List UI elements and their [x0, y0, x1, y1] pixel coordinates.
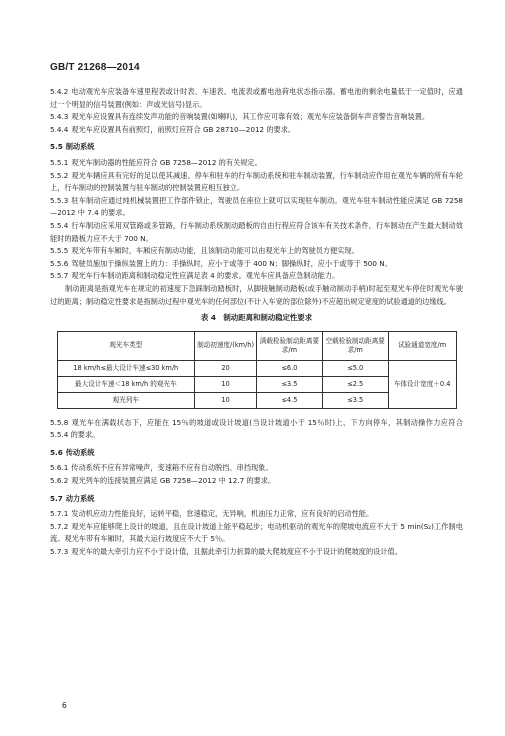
clause-5-4-2	[50, 86, 463, 111]
document-body	[50, 86, 463, 559]
section-title: 传动系统	[65, 447, 95, 457]
clause-number: 5.7.3	[50, 547, 69, 557]
clause-text: 传动系统不应有异常噪声，变速箱不应有自动脱挡、串挡现象。	[71, 463, 273, 473]
section-number: 5.7	[50, 493, 63, 503]
clause-text: 观光车的最大牵引力应不小于设计值，且据此牵引力折算的最大爬坡度应不小于设计的爬坡度的设计值。	[71, 547, 402, 557]
header-vehicle-type: 观光车类型	[57, 331, 195, 360]
clause-number: 5.7.1	[50, 509, 69, 519]
clause-5-6-2	[50, 475, 463, 488]
header-empty-load-distance: 空载检验制动距离要求/m	[322, 331, 388, 360]
table-cell: ≤2.5	[322, 376, 388, 392]
clause-5-4-4	[50, 124, 463, 137]
clause-text: 观光车应设置具有连续发声功能的音响装置(如喇叭)，其工作应可靠有效；观光车应装备倒车声音警告音响装置。	[71, 112, 430, 122]
table-cell: 10	[195, 392, 257, 408]
clause-5-5-7	[50, 270, 463, 283]
section-heading-5-7	[50, 493, 463, 506]
braking-requirements-table	[57, 331, 457, 409]
clause-5-5-6	[50, 258, 463, 271]
standard-number: GB/T 21268—2014	[50, 62, 140, 73]
clause-number: 5.4.3	[50, 112, 69, 122]
clause-5-5-5	[50, 245, 463, 258]
header-channel-width: 试验通道宽度/m	[388, 331, 456, 360]
clause-number: 5.5.8	[50, 417, 69, 427]
clause-5-5-8	[50, 417, 463, 442]
clause-5-4-3	[50, 111, 463, 124]
header-initial-speed: 制动初速度/(km/h)	[195, 331, 257, 360]
clause-number: 5.4.4	[50, 124, 69, 134]
clause-5-5-2	[50, 170, 463, 195]
table-cell: ≤5.0	[322, 360, 388, 376]
clause-5-7-3	[50, 546, 463, 559]
page-number: 6	[62, 701, 67, 710]
clause-text: 驾驶员施加于操纵装置上的力：手操纵时，应小于或等于 400 N；脚操纵时，应小于或等于 500 N。	[71, 258, 392, 268]
clause-number: 5.5.3	[50, 195, 69, 205]
section-heading-5-6	[50, 447, 463, 460]
section-number: 5.5	[50, 142, 63, 152]
clause-text: 观光车辆应具有完好的足以使其减速、停车和驻车的行车制动系统和驻车制动装置，行车制动应作用在观光车辆的所有车轮上，行车制动的控制装置与驻车制动的控制装置应相互独立。	[50, 170, 463, 193]
clause-text: 观光车行车制动距离和制动稳定性应满足表 4 的要求。观光车应具备应急制动能力。	[71, 271, 340, 281]
table-header-row	[57, 331, 456, 360]
section-title: 动力系统	[65, 493, 95, 503]
clause-5-5-1	[50, 157, 463, 170]
clause-5-5-4	[50, 220, 463, 245]
clause-text: 观光车带有车厢时，车厢应有制动功能，且该制动功能可以由观光车上的驾驶员方便实现。	[71, 246, 359, 256]
clause-5-6-1	[50, 462, 463, 475]
section-title: 制动系统	[65, 142, 95, 152]
table-caption: 表 4 制动距离和制动稳定性要求	[200, 313, 313, 323]
clause-text: 观光车应设置具有前照灯，前照灯应符合 GB 28710—2012 的要求。	[71, 124, 296, 134]
clause-number: 5.4.2	[50, 87, 69, 96]
clause-text: 电动观光车应装备车速里程表或计时表、车速表、电流表或蓄电池荷电状态指示器。蓄电池的剩余电量低于一定值时，应通过一个明显的信号装置(例如：声或光信号)显示。	[50, 87, 463, 109]
clause-text: 观光列车的连接装置应满足 GB 7258—2012 中 12.7 的要求。	[71, 476, 276, 486]
clause-number: 5.5.5	[50, 246, 69, 256]
section-number: 5.6	[50, 447, 63, 457]
table-cell-channel-width: 车体设计宽度＋0.4	[388, 360, 456, 408]
table-cell: ≤4.5	[257, 392, 323, 408]
clause-text: 行车制动应采用双管路或多管路，行车制动系统制动踏板的自由行程应符合该车有关技术条件，行车制动在产生最大制动效能时的踏板力应不大于 700 N。	[50, 220, 463, 243]
clause-text: 观光车在满载状态下，应能在 15％的坡道或设计坡道(当设计坡道小于 15％时)上、下方向停车，其制动操作力应符合 5.5.4 的要求。	[50, 417, 463, 440]
table-row	[57, 360, 456, 376]
clause-number: 5.5.4	[50, 220, 69, 230]
clause-number: 5.5.7	[50, 271, 69, 281]
clause-5-5-7-continuation: 制动距离是指观光车在规定的初速度下急踩制动踏板时，从脚接触制动踏板(或手触动制动手柄)时起至观光车停住时观光车驶过的距离；制动稳定性要求是指制动过程中观光车的任何部位(不计入车宽的部位除外)不应超出规定宽度的试验通道的边缘线。	[50, 283, 463, 306]
clause-5-7-1	[50, 508, 463, 521]
clause-5-7-2	[50, 521, 463, 546]
table-cell: 最大设计车速＜18 km/h 的观光车	[57, 376, 195, 392]
table-cell: 观光列车	[57, 392, 195, 408]
clause-number: 5.5.2	[50, 170, 69, 180]
table-cell: 20	[195, 360, 257, 376]
header-full-load-distance: 满载检验制动距离要求/m	[257, 331, 323, 360]
table-cell: ≤3.5	[322, 392, 388, 408]
section-heading-5-5	[50, 141, 463, 154]
table-cell: 18 km/h≤最大设计车速≤30 km/h	[57, 360, 195, 376]
clause-number: 5.6.1	[50, 463, 69, 473]
clause-text: 发动机应动力性能良好，运转平稳，怠速稳定，无异响，机油压力正常，应有良好的启动性能。	[71, 509, 374, 519]
table-cell: ≤3.5	[257, 376, 323, 392]
clause-text: 观光车应能够爬上设计的坡道，且在设计坡道上能平稳起步；电动机驱动的观光车的爬坡电流应不大于 5 min(S₂)工作制电流。观光车带有车厢时，其最大运行坡度应不大于 5％。	[50, 521, 463, 544]
clause-number: 5.5.1	[50, 157, 69, 167]
clause-number: 5.7.2	[50, 521, 69, 531]
clause-text: 驻车制动应通过纯机械装置把工作部件锁止，驾驶员在座位上就可以实现驻车制动。观光车驻车制动性能应满足 GB 7258—2012 中 7.4 的要求。	[50, 195, 463, 218]
table-cell: 10	[195, 376, 257, 392]
clause-text: 观光车制动器的性能应符合 GB 7258—2012 的有关规定。	[71, 157, 262, 167]
clause-5-5-3	[50, 195, 463, 220]
clause-number: 5.6.2	[50, 476, 69, 486]
table-cell: ≤6.0	[257, 360, 323, 376]
clause-number: 5.5.6	[50, 258, 69, 268]
